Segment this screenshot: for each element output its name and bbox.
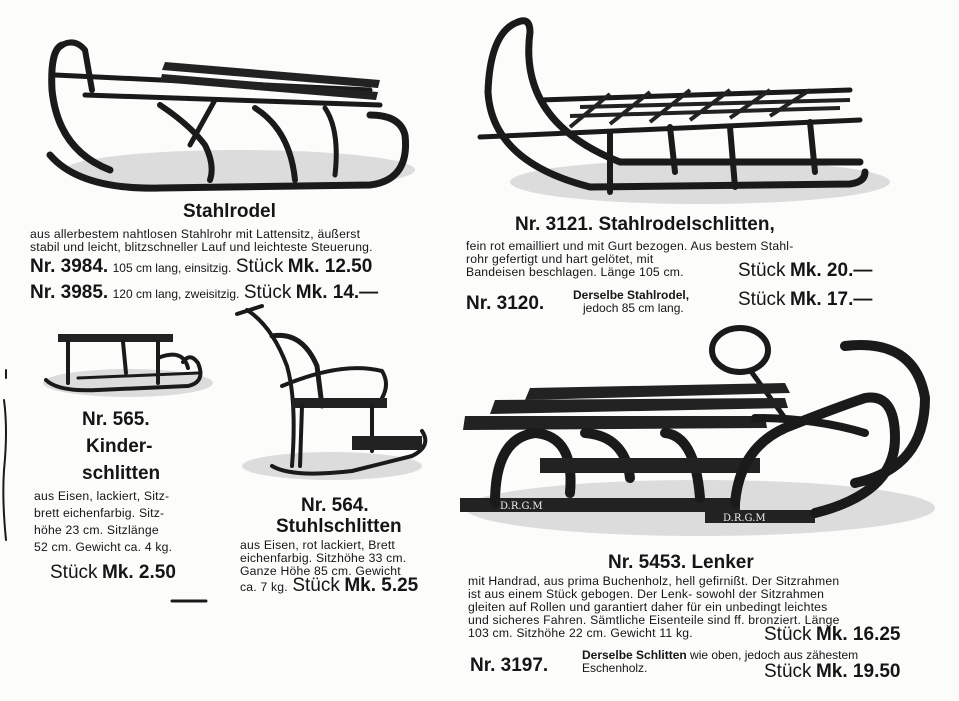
lenker-title: Nr. 5453. Lenker <box>608 552 754 573</box>
variant-3120-price: Mk. 17.— <box>789 289 873 310</box>
variant-3197-nr: Nr. 3197. <box>470 655 549 676</box>
variant-3984-price: Mk. 12.50 <box>287 256 373 277</box>
variant-3985-nr: Nr. 3985. <box>30 282 109 303</box>
kinderschlitten-desc <box>34 490 172 558</box>
variant-3197-stueck: Stück <box>764 661 812 682</box>
variant-3984-stueck: Stück <box>235 256 284 277</box>
stuhlschlitten-desc-line-2: eichenfarbig. Sitzhöhe 33 cm. <box>240 551 407 565</box>
variant-3985-price: Mk. 14.— <box>295 282 379 303</box>
divider-mark <box>170 598 210 604</box>
stahlrodel-desc <box>30 228 373 254</box>
stuhlschlitten-stueck: Stück <box>292 575 340 596</box>
variant-3984 <box>30 257 372 276</box>
runner-mark-1: D.R.G.M <box>500 501 543 512</box>
stuhlschlitten-price-line <box>240 576 418 595</box>
stahlrodelschlitten-title: Nr. 3121. Stahlrodelschlitten, <box>515 214 775 235</box>
kinderschlitten-stueck: Stück <box>50 562 98 583</box>
variant-3120-spec-bold: Derselbe Stahlrodel, <box>573 288 690 302</box>
stahlrodelschlitten-illustration <box>470 12 890 212</box>
stuhlschlitten-desc <box>240 539 406 578</box>
lenker-desc-line-5: 103 cm. Sitzhöhe 22 cm. Gewicht 11 kg. <box>468 626 693 640</box>
variant-3120-spec-text: jedoch 85 cm lang. <box>583 301 684 315</box>
lenker-desc-line-1: mit Handrad, aus prima Buchenholz, hell gefirnißt. Der Sitzrahmen <box>468 574 840 588</box>
margin-marks <box>0 370 12 550</box>
stuhlschlitten-price: Mk. 5.25 <box>344 575 419 596</box>
lenker-desc-line-3: gleiten auf Rollen und garantiert daher für ein unbedingt leichtes <box>468 600 828 614</box>
variant-3984-nr: Nr. 3984. <box>30 256 109 277</box>
stuhlschlitten-desc-line-3: Ganze Höhe 85 cm. Gewicht <box>240 564 401 578</box>
variant-3120-spec <box>573 289 689 315</box>
kinderschlitten-illustration <box>38 328 218 406</box>
kinderschlitten-desc-line-2: brett eichenfarbig. Sitz- <box>34 506 165 520</box>
stuhlschlitten-weight: ca. 7 kg. <box>240 580 288 594</box>
lenker-stueck: Stück <box>764 624 812 645</box>
variant-3197-price: Mk. 19.50 <box>815 661 901 682</box>
kinderschlitten-price: Mk. 2.50 <box>101 562 176 583</box>
stahlrodelschlitten-stueck: Stück <box>738 260 786 281</box>
kinderschlitten-nr: Nr. 565. <box>82 409 150 430</box>
stahlrodelschlitten-desc-line-1: fein rot emailliert und mit Gurt bezogen. Aus bestem Stahl- <box>466 239 794 253</box>
stuhlschlitten-nr: Nr. 564. <box>301 495 369 516</box>
variant-3197-spec-bold: Derselbe Schlitten <box>582 648 687 662</box>
stahlrodelschlitten-desc-line-2: rohr gefertigt und hart gelötet, mit <box>466 252 654 266</box>
variant-3985-spec: 120 cm lang, zweisitzig. <box>112 287 240 301</box>
stahlrodel-title: Stahlrodel <box>183 201 276 222</box>
stahlrodel-desc-line-2: stabil und leicht, blitzschneller Lauf und leichteste Steuerung. <box>30 240 373 254</box>
stahlrodelschlitten-price-line <box>738 261 872 280</box>
variant-3985-stueck: Stück <box>243 282 292 303</box>
kinderschlitten-desc-line-4: 52 cm. Gewicht ca. 4 kg. <box>34 540 173 554</box>
lenker-illustration <box>455 318 945 543</box>
variant-3197-spec-1: wie oben, jedoch aus zähestem <box>690 648 859 662</box>
variant-3197-spec-2: Eschenholz. <box>582 661 648 675</box>
stuhlschlitten-title: Stuhlschlitten <box>276 516 402 537</box>
kinderschlitten-desc-line-1: aus Eisen, lackiert, Sitz- <box>34 489 170 503</box>
lenker-desc-line-2: ist aus einem Stück gebogen. Der Lenk- sowohl der Sitzrahmen <box>468 587 825 601</box>
stuhlschlitten-desc-line-1: aus Eisen, rot lackiert, Brett <box>240 538 396 552</box>
variant-3120-price-line <box>738 290 872 309</box>
variant-3985 <box>30 283 378 302</box>
variant-3120-nr: Nr. 3120. <box>466 293 545 314</box>
kinderschlitten-title-2: schlitten <box>82 463 161 484</box>
stahlrodelschlitten-price: Mk. 20.— <box>789 260 873 281</box>
runner-mark-2: D.R.G.M <box>723 513 766 524</box>
lenker-desc-line-4: und sicheres Fahren. Sämtliche Eisenteile sind ff. bronziert. Länge <box>468 613 840 627</box>
kinderschlitten-desc-line-3: höhe 23 cm. Sitzlänge <box>34 523 159 537</box>
stahlrodel-illustration <box>40 30 420 205</box>
lenker-price: Mk. 16.25 <box>815 624 901 645</box>
variant-3120-stueck: Stück <box>738 289 786 310</box>
kinderschlitten-title-1: Kinder- <box>86 436 153 457</box>
variant-3197-price-line <box>764 662 900 681</box>
stuhlschlitten-illustration <box>232 306 442 486</box>
kinderschlitten-price-line <box>50 563 176 582</box>
lenker-price-line <box>764 625 900 644</box>
stahlrodel-desc-line-1: aus allerbestem nahtlosen Stahlrohr mit Lattensitz, äußerst <box>30 227 361 241</box>
stahlrodelschlitten-desc-line-3: Bandeisen beschlagen. Länge 105 cm. <box>466 265 684 279</box>
variant-3984-spec: 105 cm lang, einsitzig. <box>112 261 232 275</box>
